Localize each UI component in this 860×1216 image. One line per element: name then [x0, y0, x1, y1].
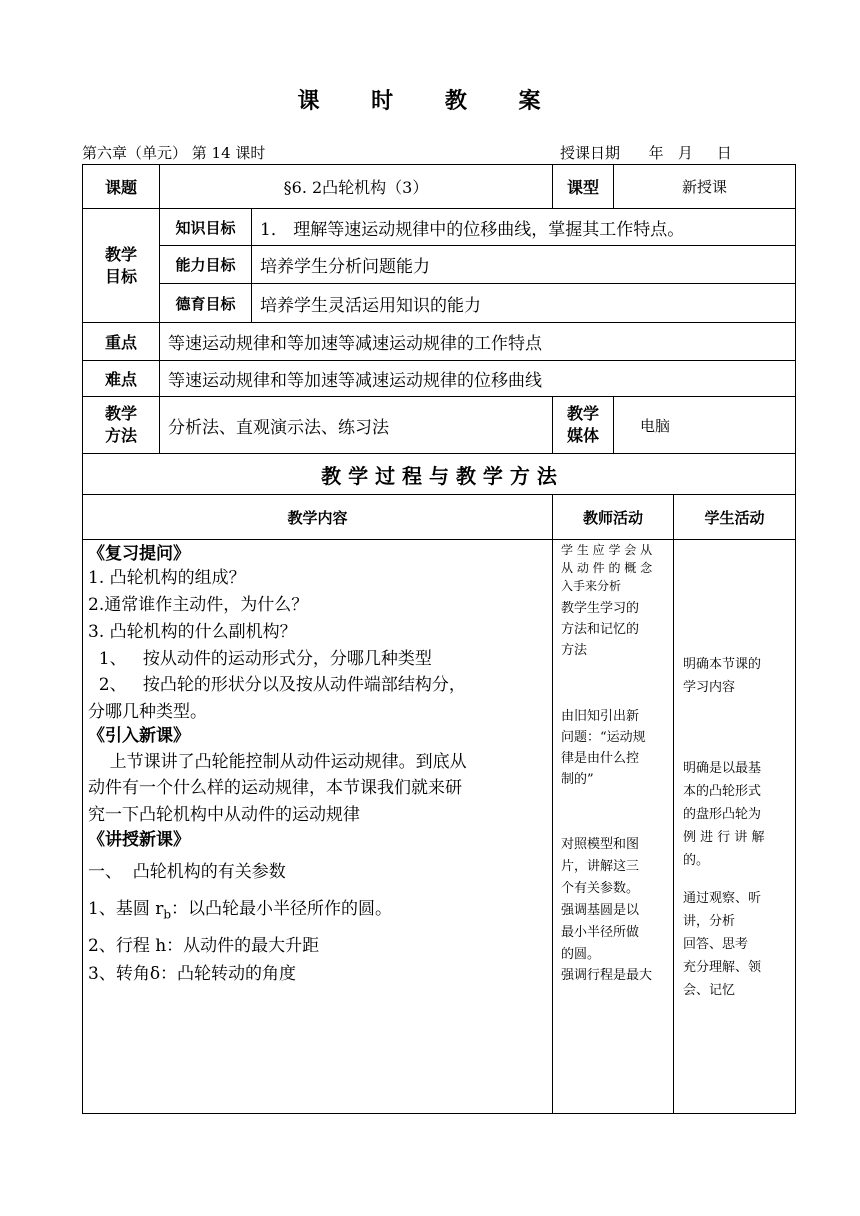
teacher-note: 强调行程是最大	[561, 968, 653, 983]
date-info: 授课日期 年 月 日	[560, 144, 732, 162]
media-label: 教学 媒体	[552, 396, 614, 454]
content-line: 分哪几种类型。	[88, 702, 207, 722]
knowledge-label: 知识目标	[159, 208, 252, 246]
content-line: 动件有一个什么样的运动规律，本节课我们就来研	[88, 778, 462, 798]
base-circle-prefix: 1、基圆 r	[88, 899, 164, 919]
section-new-lesson: 《讲授新课》	[88, 830, 190, 850]
base-circle-subscript: b	[163, 907, 172, 922]
moral-value: 培养学生灵活运用知识的能力	[251, 283, 796, 323]
content-line: 3、转角δ：凸轮转动的角度	[88, 964, 297, 984]
type-value: 新授课	[613, 164, 796, 209]
teacher-note: 对照模型和图 片，讲解这三 个有关参数。 强调基圆是以 最小半径所做 的圆。	[561, 837, 640, 962]
moral-label: 德育目标	[159, 283, 252, 323]
content-line: 1. 凸轮机构的组成？	[88, 568, 246, 588]
ability-label: 能力目标	[159, 245, 252, 284]
content-line: 2.通常谁作主动件，为什么？	[88, 595, 309, 615]
student-note: 通过观察、听 讲，分析 回答、思考 充分理解、领 会、记忆	[683, 891, 762, 998]
base-circle-line	[88, 897, 392, 926]
content-line: 一、 凸轮机构的有关参数	[88, 862, 286, 882]
content-line: 2、行程 h：从动件的最大升距	[88, 936, 320, 956]
objectives-label: 教学 目标	[82, 208, 160, 323]
topic-value: §6. 2凸轮机构（3）	[159, 164, 553, 209]
media-value: 电脑	[613, 396, 796, 454]
key-value: 等速运动规律和等加速等减速运动规律的工作特点	[159, 322, 796, 361]
content-line: 3. 凸轮机构的什么副机构？	[88, 622, 297, 642]
teacher-note: 教学生学习的 方法和记忆的 方法	[561, 601, 640, 658]
content-line: 究一下凸轮机构中从动件的运动规律	[88, 805, 360, 825]
section-review: 《复习提问》	[88, 544, 190, 564]
content-line: 1、 按从动件的运动形式分，分哪几种类型	[88, 649, 432, 669]
type-label: 课型	[552, 164, 614, 209]
key-label: 重点	[82, 322, 160, 361]
col-content-header: 教学内容	[82, 494, 553, 540]
topic-label: 课题	[82, 164, 160, 209]
method-label: 教学 方法	[82, 396, 160, 454]
teacher-note: 由旧知引出新 问题：“运动规 律是由什么控 制的”	[561, 709, 646, 787]
teacher-note: 学 生 应 学 会 从 从 动 件 的 概 念 入手来分析	[561, 543, 653, 593]
base-circle-rest: ：以凸轮最小半径所作的圆。	[171, 899, 393, 919]
page-title: 课 时 教 案	[297, 88, 563, 114]
col-teacher-header: 教师活动	[552, 494, 674, 540]
section-intro: 《引入新课》	[88, 726, 190, 746]
student-note: 明确是以最基 本的凸轮形式 的盘形凸轮为 例 进 行 讲 解 的。	[683, 761, 765, 868]
difficulty-value: 等速运动规律和等加速等减速运动规律的位移曲线	[159, 360, 796, 397]
process-header: 教 学 过 程 与 教 学 方 法	[82, 453, 796, 495]
student-note: 明确本节课的 学习内容	[683, 657, 762, 695]
content-line: 上节课讲了凸轮能控制从动件运动规律。到底从	[88, 752, 467, 772]
difficulty-label: 难点	[82, 360, 160, 397]
content-line: 2、 按凸轮的形状分以及按从动件端部结构分，	[88, 675, 466, 695]
method-value: 分析法、直观演示法、练习法	[159, 396, 553, 454]
chapter-info: 第六章（单元） 第 14 课时	[82, 144, 266, 162]
col-student-header: 学生活动	[673, 494, 796, 540]
knowledge-value: 1． 理解等速运动规律中的位移曲线，掌握其工作特点。	[251, 208, 796, 246]
ability-value: 培养学生分析问题能力	[251, 245, 796, 284]
